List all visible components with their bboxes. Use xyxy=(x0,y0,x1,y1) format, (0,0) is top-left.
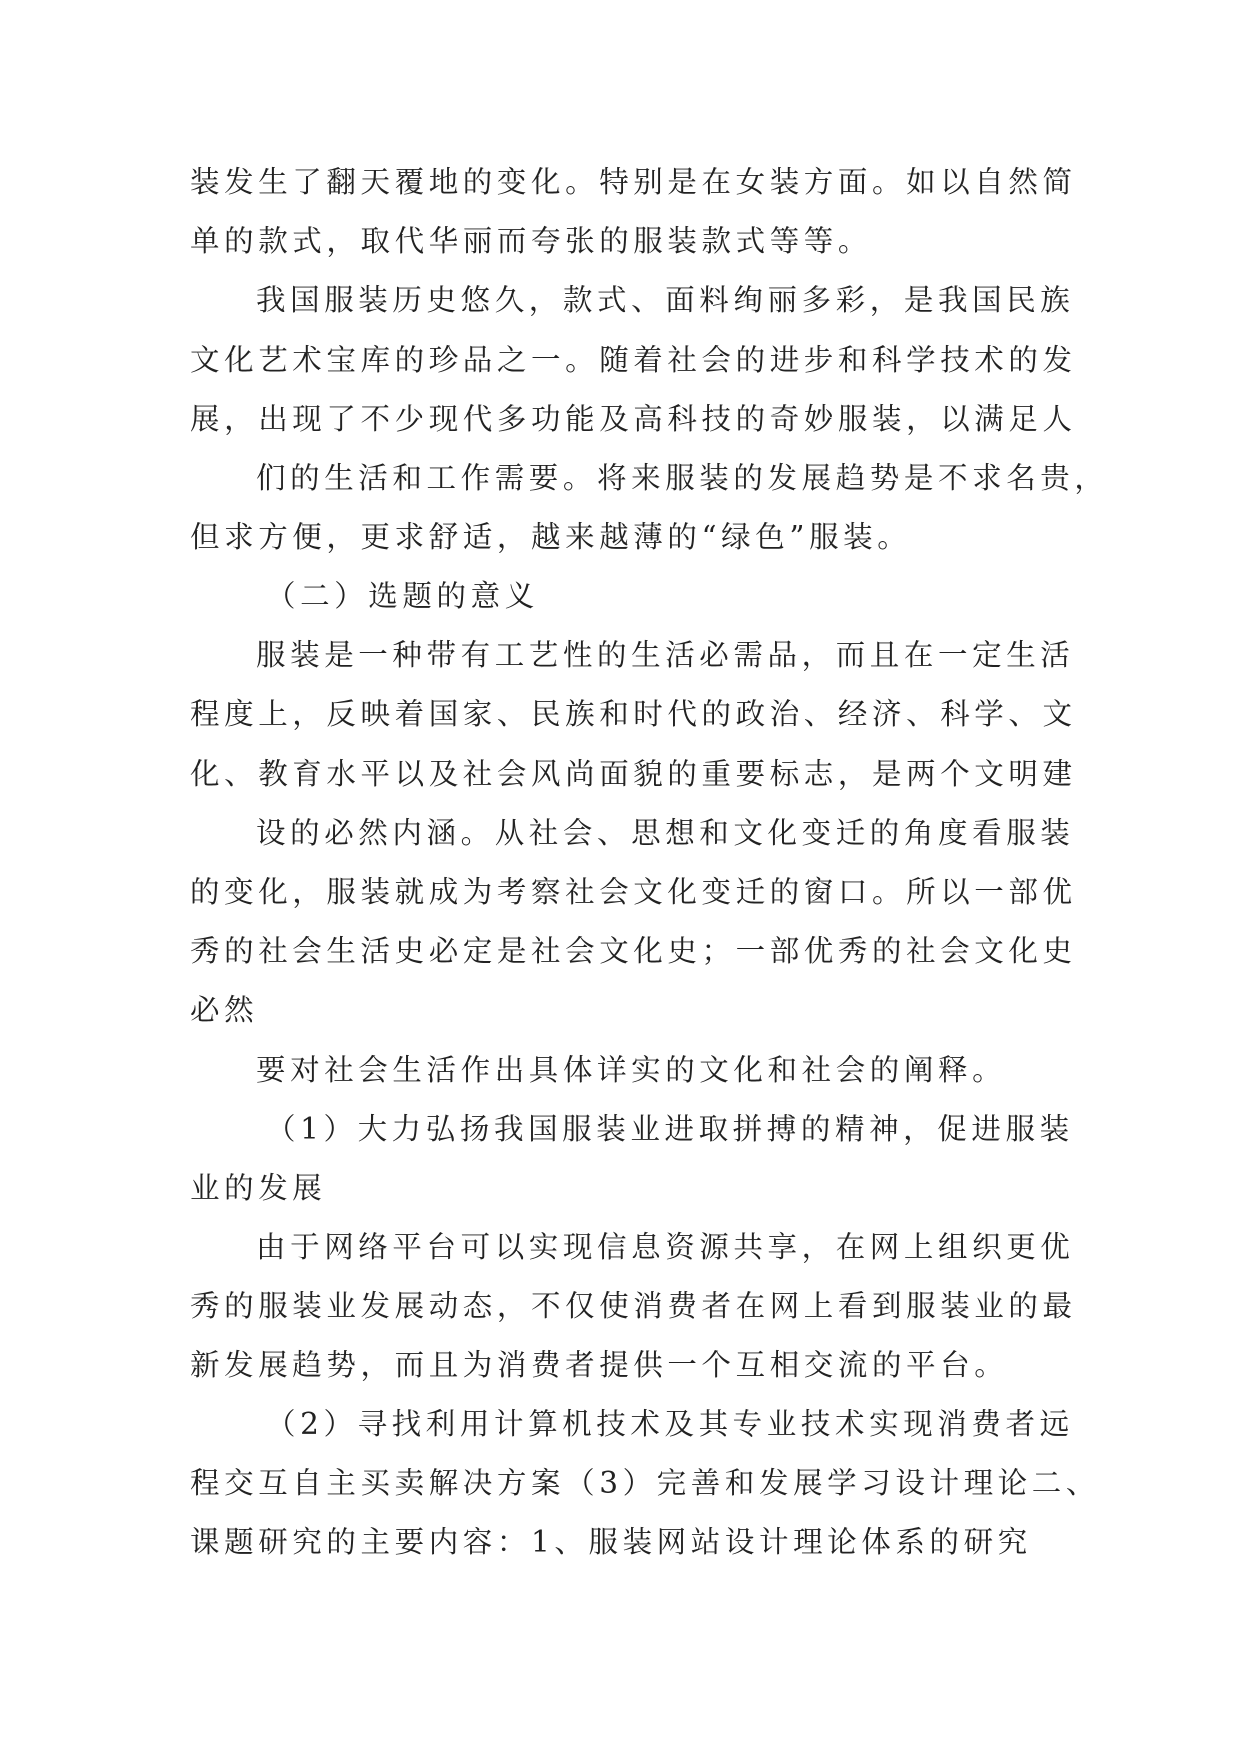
paragraph-line: 业的发展 xyxy=(190,1171,327,1205)
paragraph-line: 们的生活和工作需要。将来服装的发展趋势是不求名贵， xyxy=(256,461,1109,495)
paragraph-line: 秀的社会生活史必定是社会文化史；一部优秀的社会文化史 xyxy=(190,934,1077,968)
section-heading: （二）选题的意义 xyxy=(266,579,539,613)
paragraph-line: 的变化，服装就成为考察社会文化变迁的窗口。所以一部优 xyxy=(190,875,1077,909)
paragraph-line: 课题研究的主要内容：1、服装网站设计理论体系的研究 xyxy=(190,1525,1032,1559)
paragraph-line: 文化艺术宝库的珍品之一。随着社会的进步和科学技术的发 xyxy=(190,343,1077,377)
paragraph-line: 要对社会生活作出具体详实的文化和社会的阐释。 xyxy=(256,1053,1007,1087)
paragraph-line: 服装是一种带有工艺性的生活必需品，而且在一定生活 xyxy=(256,638,1075,672)
paragraph-line: 但求方便，更求舒适，越来越薄的“绿色”服装。 xyxy=(190,520,912,554)
paragraph-line: 秀的服装业发展动态，不仅使消费者在网上看到服装业的最 xyxy=(190,1289,1077,1323)
paragraph-line: 必然 xyxy=(190,993,259,1027)
paragraph-line: 展，出现了不少现代多功能及高科技的奇妙服装，以满足人 xyxy=(190,402,1077,436)
paragraph-line: 装发生了翻天覆地的变化。特别是在女装方面。如以自然简 xyxy=(190,165,1077,199)
paragraph-line: 程度上，反映着国家、民族和时代的政治、经济、科学、文 xyxy=(190,697,1077,731)
paragraph-line: 化、教育水平以及社会风尚面貌的重要标志，是两个文明建 xyxy=(190,757,1077,791)
paragraph-line: （2）寻找利用计算机技术及其专业技术实现消费者远 xyxy=(266,1407,1074,1441)
paragraph-line: 由于网络平台可以实现信息资源共享，在网上组织更优 xyxy=(256,1230,1075,1264)
paragraph-line: （1）大力弘扬我国服装业进取拼搏的精神，促进服装 xyxy=(266,1112,1074,1146)
paragraph-line: 新发展趋势，而且为消费者提供一个互相交流的平台。 xyxy=(190,1348,1009,1382)
paragraph-line: 我国服装历史悠久，款式、面料绚丽多彩，是我国民族 xyxy=(256,283,1075,317)
paragraph-line: 程交互自主买卖解决方案（3）完善和发展学习设计理论二、 xyxy=(190,1466,1100,1500)
paragraph-line: 单的款式，取代华丽而夸张的服装款式等等。 xyxy=(190,224,873,258)
paragraph-line: 设的必然内涵。从社会、思想和文化变迁的角度看服装 xyxy=(256,816,1075,850)
